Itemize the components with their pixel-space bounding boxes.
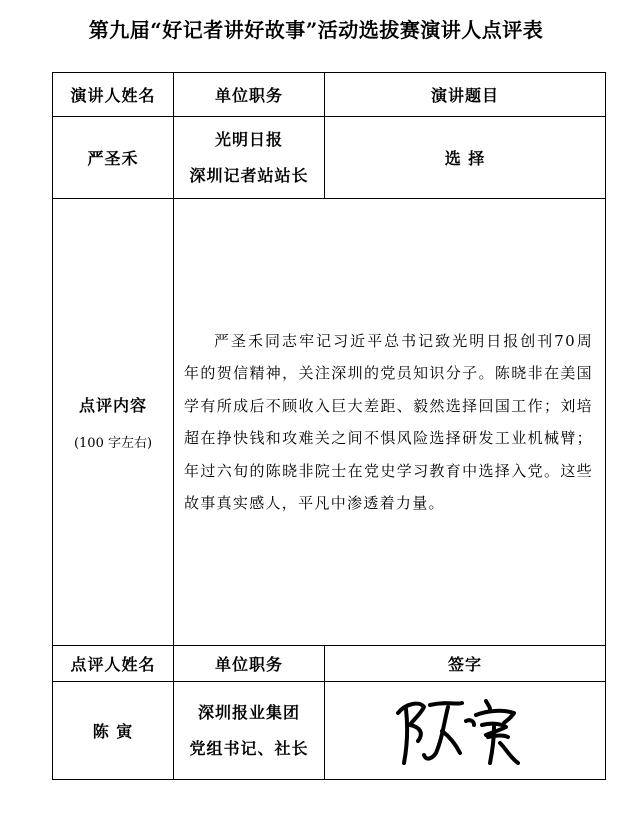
reviewer-header-row [53, 646, 606, 682]
reviewer-unit [174, 682, 325, 780]
comment-content-cell [174, 199, 606, 646]
speech-topic: 选 择 [325, 117, 606, 199]
reviewer-name-header: 点评人姓名 [53, 646, 174, 682]
speaker-row [53, 117, 606, 199]
speaker-name: 严圣禾 [53, 117, 174, 199]
speaker-name-header: 演讲人姓名 [53, 73, 174, 117]
reviewer-unit-line1: 深圳报业集团 [197, 702, 300, 722]
reviewer-row [53, 682, 606, 780]
handwritten-signature [390, 691, 540, 771]
speech-topic-header: 演讲题目 [325, 73, 606, 117]
signature-cell [325, 682, 606, 780]
page-title: 第九届“好记者讲好故事”活动选拔赛演讲人点评表 [88, 18, 544, 42]
unit-position-header: 单位职务 [174, 73, 325, 117]
speaker-unit-line2: 深圳记者站站长 [189, 165, 309, 185]
review-form-table [52, 72, 606, 780]
signature-header: 签字 [325, 646, 606, 682]
reviewer-unit-line2: 党组书记、社长 [189, 738, 309, 758]
comment-row [53, 199, 606, 646]
comment-text: 严圣禾同志牢记习近平总书记致光明日报创刊70周年的贺信精神，关注深圳的党员知识分子。陈晓非在美国学有所成后不顾收入巨大差距、毅然选择回国工作；刘培超在挣快钱和攻难关之间不惧风险选择研发工业机械臂；年过六旬的陈晓非院士在党史学习教育中选择入党。这些故事真实感人，平凡中渗透着力量。 [184, 331, 593, 512]
header-row [53, 73, 606, 117]
reviewer-unit-header: 单位职务 [174, 646, 325, 682]
reviewer-name: 陈 寅 [53, 682, 174, 780]
speaker-unit [174, 117, 325, 199]
speaker-unit-line1: 光明日报 [214, 129, 283, 149]
comment-label-cell [53, 199, 174, 646]
comment-note: (100 字左右) [73, 436, 153, 451]
comment-label: 点评内容 [78, 396, 147, 415]
